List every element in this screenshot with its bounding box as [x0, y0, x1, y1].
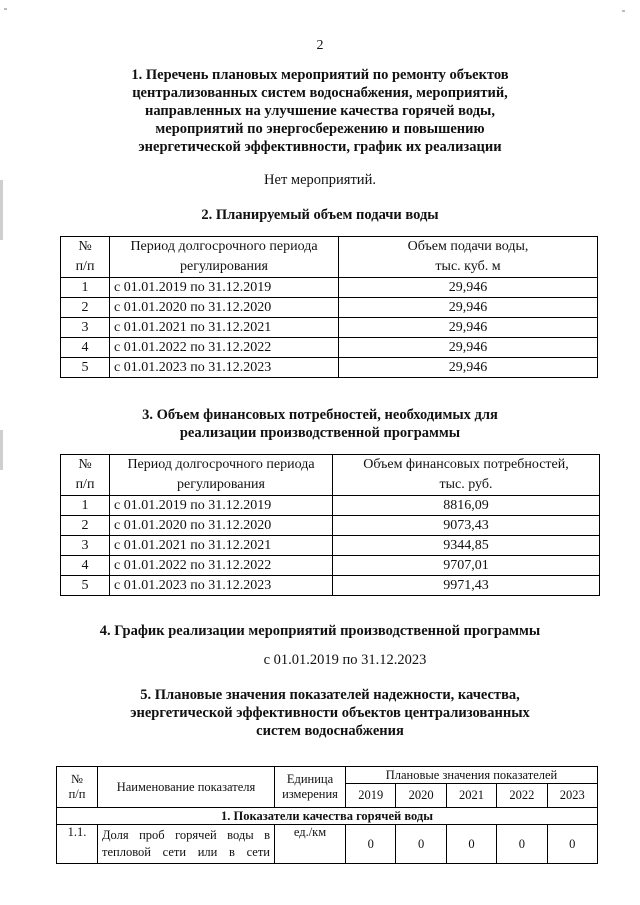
section1-heading: [0, 66, 640, 156]
indicators-table: [56, 766, 598, 864]
heading-line: 3. Объем финансовых потребностей, необходимых для: [142, 407, 498, 423]
table-row: 3 с 01.01.2021 по 31.12.2021 29,946: [61, 318, 598, 338]
table-row: 2 с 01.01.2020 по 31.12.2020 9073,43: [61, 516, 600, 536]
table-header-row: [57, 767, 598, 784]
table-row: 2 с 01.01.2020 по 31.12.2020 29,946: [61, 298, 598, 318]
table-row: 4 с 01.01.2022 по 31.12.2022 29,946: [61, 338, 598, 358]
header-unit: Единица измерения: [275, 767, 346, 808]
section4-heading: 4. График реализации мероприятий производственной программы: [99, 623, 541, 639]
row-num: 1.1.: [57, 825, 98, 864]
section3-heading: [0, 406, 640, 442]
section4-text: с 01.01.2019 по 31.12.2023: [263, 652, 427, 668]
header-num: № п/п: [61, 455, 110, 496]
heading-line: реализации производственной программы: [179, 425, 461, 441]
scan-dot: [4, 8, 7, 10]
header-year: 2022: [497, 784, 547, 808]
heading-line: энергетической эффективности объектов централизованных: [130, 705, 530, 721]
table-row: 1 с 01.01.2019 по 31.12.2019 8816,09: [61, 496, 600, 516]
table-row: 5 с 01.01.2023 по 31.12.2023 9971,43: [61, 576, 600, 596]
row-name: Доля проб горячей воды в тепловой сети или в сети: [98, 825, 275, 864]
financial-needs-table: [60, 454, 600, 596]
header-num: № п/п: [61, 237, 110, 278]
row-unit: ед./км: [275, 825, 346, 864]
row-value: 0: [497, 825, 547, 864]
section-row-label: 1. Показатели качества горячей воды: [57, 808, 598, 825]
row-value: 0: [446, 825, 496, 864]
heading-line: мероприятий по энергосбережению и повышению: [155, 121, 485, 137]
header-year: 2021: [446, 784, 496, 808]
table-row: 5 с 01.01.2023 по 31.12.2023 29,946: [61, 358, 598, 378]
header-period: Период долгосрочного периода регулирования: [110, 237, 339, 278]
table-row: 4 с 01.01.2022 по 31.12.2022 9707,01: [61, 556, 600, 576]
page-number: 2: [316, 38, 324, 53]
header-value: Объем подачи воды, тыс. куб. м: [339, 237, 598, 278]
table-header-row: [61, 455, 600, 496]
header-value: Объем финансовых потребностей, тыс. руб.: [333, 455, 600, 496]
heading-line: систем водоснабжения: [256, 723, 404, 739]
row-value: 0: [547, 825, 598, 864]
header-num: № п/п: [57, 767, 98, 808]
header-year: 2023: [547, 784, 598, 808]
table-header-row: [61, 237, 598, 278]
scan-dot: [622, 10, 625, 12]
row-value: 0: [396, 825, 446, 864]
section-row: [57, 808, 598, 825]
heading-line: 1. Перечень плановых мероприятий по ремонту объектов: [131, 67, 509, 83]
table-row: [57, 825, 598, 864]
heading-line: направленных на улучшение качества горячей воды,: [144, 103, 495, 119]
heading-line: централизованных систем водоснабжения, мероприятий,: [132, 85, 508, 101]
section1-text: Нет мероприятий.: [264, 172, 376, 188]
header-name: Наименование показателя: [98, 767, 275, 808]
heading-line: энергетической эффективности, график их реализации: [138, 139, 502, 155]
section5-heading: [0, 686, 640, 740]
heading-line: 5. Плановые значения показателей надежности, качества,: [140, 687, 520, 703]
header-year: 2019: [346, 784, 396, 808]
table-row: 3 с 01.01.2021 по 31.12.2021 9344,85: [61, 536, 600, 556]
row-value: 0: [346, 825, 396, 864]
water-supply-table: [60, 236, 598, 378]
header-planned: Плановые значения показателей: [346, 767, 598, 784]
header-year: 2020: [396, 784, 446, 808]
header-period: Период долгосрочного периода регулирования: [110, 455, 333, 496]
section2-heading: 2. Планируемый объем подачи воды: [201, 207, 439, 223]
table-row: 1 с 01.01.2019 по 31.12.2019 29,946: [61, 278, 598, 298]
